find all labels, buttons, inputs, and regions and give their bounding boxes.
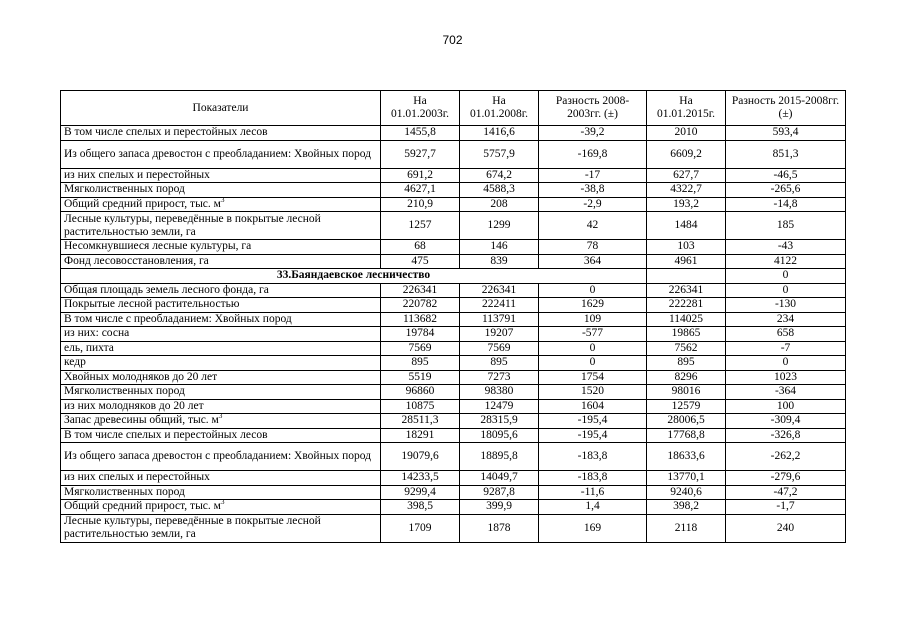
row-label-cell [61,385,381,400]
table-cell: 28315,9 [460,414,539,429]
row-label-cell [61,212,381,240]
table-row [61,140,846,168]
row-label: В том числе спелых и перестойных лесов [64,126,268,139]
table-cell: 19784 [381,327,460,342]
table-cell: 4588,3 [460,183,539,198]
table-cell: 193,2 [647,197,726,212]
table-cell: -47,2 [726,485,846,500]
table-cell: 103 [647,240,726,255]
table-cell: 593,4 [726,126,846,141]
table-cell: 220782 [381,298,460,313]
table-cell: 839 [460,254,539,269]
section-title: 33.Баяндаевское лесничество [61,269,647,284]
table-cell: 4961 [647,254,726,269]
table-cell: 19079,6 [381,443,460,471]
table-cell: 1257 [381,212,460,240]
table-row [61,514,846,542]
table-cell: 7562 [647,341,726,356]
table-row [61,385,846,400]
table-cell: 475 [381,254,460,269]
table-row [61,240,846,255]
table-cell: 0 [539,356,647,371]
unit-superscript: 3 [220,498,225,507]
table-cell: 4122 [726,254,846,269]
table-cell: 0 [726,356,846,371]
table-cell: 169 [539,514,647,542]
table-cell: 0 [726,283,846,298]
table-cell: 42 [539,212,647,240]
table-cell: 5927,7 [381,140,460,168]
table-row [61,283,846,298]
forestry-statistics-table [60,90,846,543]
table-cell: -169,8 [539,140,647,168]
table-cell: 18633,6 [647,443,726,471]
row-label: из них спелых и перестойных [64,168,210,181]
table-cell: 398,5 [381,500,460,515]
table-cell: 2118 [647,514,726,542]
row-label: В том числе с преобладанием: Хвойных пород [64,312,292,325]
row-label-cell [61,254,381,269]
table-cell: 1023 [726,370,846,385]
table-cell: 222281 [647,298,726,313]
row-label-cell [61,399,381,414]
table-cell: 114025 [647,312,726,327]
row-label: Мягколиственных пород [64,385,185,398]
table-cell: 9287,8 [460,485,539,500]
table-cell: 222411 [460,298,539,313]
table-cell: 17768,8 [647,428,726,443]
table-cell: 185 [726,212,846,240]
table-cell: 7569 [460,341,539,356]
row-label: Запас древесины общий, тыс. м [64,414,219,427]
table-cell: 627,7 [647,168,726,183]
table-cell: 399,9 [460,500,539,515]
row-label-cell [61,428,381,443]
column-header: Разность 2015-2008гг. (±) [726,91,846,126]
table-cell: -38,8 [539,183,647,198]
row-label-cell [61,183,381,198]
table-cell: -309,4 [726,414,846,429]
table-cell: 1455,8 [381,126,460,141]
table-header-row [61,91,846,126]
row-label: Лесные культуры, переведённые в покрытые лесной растительностью земли, га [64,212,321,238]
table-cell: 109 [539,312,647,327]
row-label: кедр [64,356,86,369]
table-cell: -183,8 [539,443,647,471]
table-cell: 240 [726,514,846,542]
table-cell: -195,4 [539,414,647,429]
column-header: Разность 2008-2003гг. (±) [539,91,647,126]
row-label-cell [61,283,381,298]
table-cell: 234 [726,312,846,327]
table-row [61,212,846,240]
table-cell: 226341 [460,283,539,298]
row-label: Лесные культуры, переведённые в покрытые лесной растительностью земли, га [64,515,321,540]
table-cell: -183,8 [539,471,647,486]
table-cell: 364 [539,254,647,269]
row-label-cell [61,298,381,313]
table-cell: 10875 [381,399,460,414]
table-cell: 5519 [381,370,460,385]
table-row [61,485,846,500]
row-label-cell [61,514,381,542]
row-label: Хвойных молодняков до 20 лет [64,370,218,383]
table-cell: 0 [539,283,647,298]
table-cell: 851,3 [726,140,846,168]
table-cell: -1,7 [726,500,846,515]
row-label: Фонд лесовосстановления, га [64,254,209,267]
table-cell: 9240,6 [647,485,726,500]
table-row [61,428,846,443]
table-cell: 14233,5 [381,471,460,486]
table-cell: 0 [539,341,647,356]
table-row [61,312,846,327]
table-cell: 9299,4 [381,485,460,500]
table-cell: 1878 [460,514,539,542]
table-cell: 1754 [539,370,647,385]
table-cell: 113682 [381,312,460,327]
table-cell: 12579 [647,399,726,414]
row-label: Несомкнувшиеся лесные культуры, га [64,240,252,253]
row-label-cell [61,356,381,371]
table-cell: 210,9 [381,197,460,212]
table-cell: 96860 [381,385,460,400]
table-cell: 8296 [647,370,726,385]
table-cell: 226341 [647,283,726,298]
table-cell: 208 [460,197,539,212]
row-label: из них: сосна [64,327,130,340]
row-label-cell [61,443,381,471]
table-row [61,183,846,198]
table-row [61,341,846,356]
table-cell: 18291 [381,428,460,443]
table-cell: 658 [726,327,846,342]
table-cell: -43 [726,240,846,255]
table-row [61,327,846,342]
table-cell: -326,8 [726,428,846,443]
row-label: Общая площадь земель лесного фонда, га [64,283,269,296]
row-label-cell [61,312,381,327]
table-cell: 1709 [381,514,460,542]
table-cell: 13770,1 [647,471,726,486]
row-label-cell [61,140,381,168]
row-label: из них спелых и перестойных [64,471,210,484]
table-cell: 895 [381,356,460,371]
table-cell: 28511,3 [381,414,460,429]
row-label-cell [61,197,381,212]
table-cell: 113791 [460,312,539,327]
row-label: Из общего запаса древостон с преобладанием: Хвойных пород [64,147,372,160]
table-cell: -39,2 [539,126,647,141]
table-cell: 398,2 [647,500,726,515]
table-cell: 895 [460,356,539,371]
table-cell: 68 [381,240,460,255]
table-cell: 19865 [647,327,726,342]
table-cell: 4627,1 [381,183,460,198]
table-cell: 19207 [460,327,539,342]
table-cell: 226341 [381,283,460,298]
table-row [61,471,846,486]
table-row [61,168,846,183]
table-row [61,500,846,515]
table-row [61,197,846,212]
table-cell: 7569 [381,341,460,356]
row-label: Мягколиственных пород [64,183,185,196]
table-cell: 12479 [460,399,539,414]
table-cell: 1416,6 [460,126,539,141]
table-cell: 1604 [539,399,647,414]
row-label-cell [61,168,381,183]
table-cell: 1629 [539,298,647,313]
table-row [61,414,846,429]
table-cell: 98016 [647,385,726,400]
row-label-cell [61,370,381,385]
table-row [61,126,846,141]
row-label-cell [61,327,381,342]
unit-superscript: 3 [220,195,225,204]
table-row [61,399,846,414]
table-cell: -577 [539,327,647,342]
row-label: Покрытые лесной растительностью [64,298,240,311]
table-cell: -14,8 [726,197,846,212]
column-header: На 01.01.2003г. [381,91,460,126]
table-cell: -2,9 [539,197,647,212]
table-cell: 1484 [647,212,726,240]
row-label: Мягколиственных пород [64,485,185,498]
column-header: На 01.01.2008г. [460,91,539,126]
table-row [61,254,846,269]
table-cell: 4322,7 [647,183,726,198]
table-cell: 1299 [460,212,539,240]
row-label-cell [61,414,381,429]
page-number: 702 [442,33,463,47]
row-label-cell [61,485,381,500]
table-cell: 674,2 [460,168,539,183]
table-cell: 1520 [539,385,647,400]
table-cell: -17 [539,168,647,183]
table-cell: -279,6 [726,471,846,486]
table-cell: -265,6 [726,183,846,198]
row-label: Общий средний прирост, тыс. м [64,500,221,513]
table-cell: -364 [726,385,846,400]
table-cell: 5757,9 [460,140,539,168]
table-cell: -262,2 [726,443,846,471]
row-label: В том числе спелых и перестойных лесов [64,428,268,441]
table-cell: 100 [726,399,846,414]
table-cell: 146 [460,240,539,255]
table-row [61,443,846,471]
row-label-cell [61,126,381,141]
table-cell: 7273 [460,370,539,385]
row-label-cell [61,341,381,356]
table-cell: 98380 [460,385,539,400]
table-cell: 28006,5 [647,414,726,429]
row-label-cell [61,240,381,255]
table-cell: -46,5 [726,168,846,183]
table-cell: -11,6 [539,485,647,500]
row-label: ель, пихта [64,341,114,354]
table-cell: 18895,8 [460,443,539,471]
table-cell: -130 [726,298,846,313]
row-label: Общий средний прирост, тыс. м [64,197,221,210]
table-cell: -195,4 [539,428,647,443]
table-row [61,370,846,385]
table-cell: 895 [647,356,726,371]
table-cell: 6609,2 [647,140,726,168]
row-label: Из общего запаса древостон с преобладанием: Хвойных пород [64,450,372,462]
column-header: Показатели [61,91,381,126]
table-row [61,356,846,371]
row-label-cell [61,500,381,515]
table-cell: 18095,6 [460,428,539,443]
row-label: из них молодняков до 20 лет [64,399,204,412]
table-cell: 2010 [647,126,726,141]
table-cell: 691,2 [381,168,460,183]
table-row [61,298,846,313]
table-cell: -7 [726,341,846,356]
table-cell: 78 [539,240,647,255]
table-cell: 1,4 [539,500,647,515]
table-cell: 14049,7 [460,471,539,486]
column-header: На 01.01.2015г. [647,91,726,126]
table-cell [647,269,726,284]
table-cell: 0 [726,269,846,284]
section-row [61,269,846,284]
unit-superscript: 3 [218,412,223,421]
row-label-cell [61,471,381,486]
